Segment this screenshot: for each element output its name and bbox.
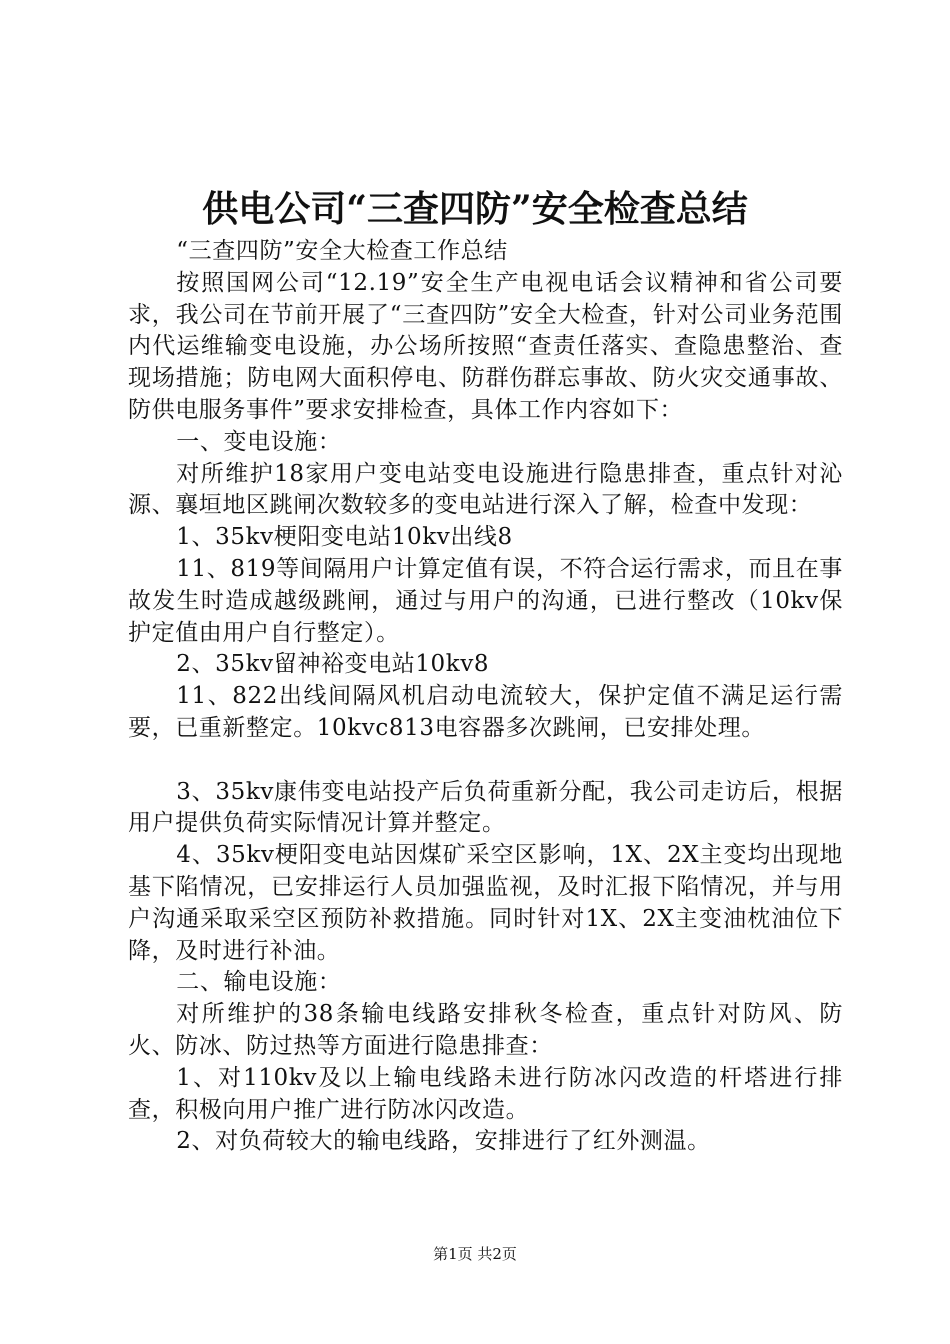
substation-item-2-detail: 11、822出线间隔风机启动电流较大，保护定值不满足运行需要，已重新整定。10kvc813电容器多次跳闸，已安排处理。 [128,683,843,741]
substation-item-3: 3、35kv康伟变电站投产后负荷重新分配，我公司走访后，根据用户提供负荷实际情况计算并整定。 [128,778,843,837]
substation-item-1: 1、35kv梗阳变电站10kv出线8 [176,524,513,551]
document-body [128,236,843,1158]
substation-item-4: 4、35kv梗阳变电站因煤矿采空区影响，1X、2X主变均出现地基下陷情况，已安排运行人员加强监视，及时汇报下陷情况，并与用户沟通采取采空区预防补救措施。同时针对1X、2X主变油枕油位下降，及时进行补油。 [128,842,843,964]
substation-item-1-detail: 11、819等间隔用户计算定值有误，不符合运行需求，而且在事故发生时造成越级跳闸，通过与用户的沟通，已进行整改（10kv保护定值由用户自行整定）。 [128,555,844,646]
transmission-item-2: 2、对负荷较大的输电线路，安排进行了红外测温。 [176,1128,711,1155]
subtitle-paragraph: “三查四防”安全大检查工作总结 [176,238,508,264]
section-heading-transmission: 二、输电设施： [176,969,342,996]
page-number-footer: 第1页 共2页 [433,1245,517,1263]
substation-item-2: 2、35kv留神裕变电站10kv8 [176,651,490,678]
transmission-overview-paragraph: 对所维护的38条输电线路安排秋冬检查，重点针对防风、防火、防冰、防过热等方面进行隐患排查： [128,1001,843,1059]
section-heading-substation: 一、变电设施： [176,428,342,455]
blank-line [128,745,843,777]
intro-paragraph: 按照国网公司“12.19”安全生产电视电话会议精神和省公司要求，我公司在节前开展了“三查四防”安全大检查，针对公司业务范围内代运维输变电设施，办公场所按照“查责任落实、查隐患整治、查现场措施；防电网大面积停电、防群伤群忘事故、防火灾交通事故、防供电服务事件”要求安排检查，具体工作内容如下： [128,269,843,423]
transmission-item-1: 1、对110kv及以上输电线路未进行防冰闪改造的杆塔进行排查，积极向用户推广进行防冰闪改造。 [128,1064,843,1123]
document-title: 供电公司“三查四防”安全检查总结 [202,188,748,230]
substation-overview-paragraph: 对所维护18家用户变电站变电设施进行隐患排查，重点针对沁源、襄垣地区跳闸次数较多的变电站进行深入了解，检查中发现： [128,460,843,519]
